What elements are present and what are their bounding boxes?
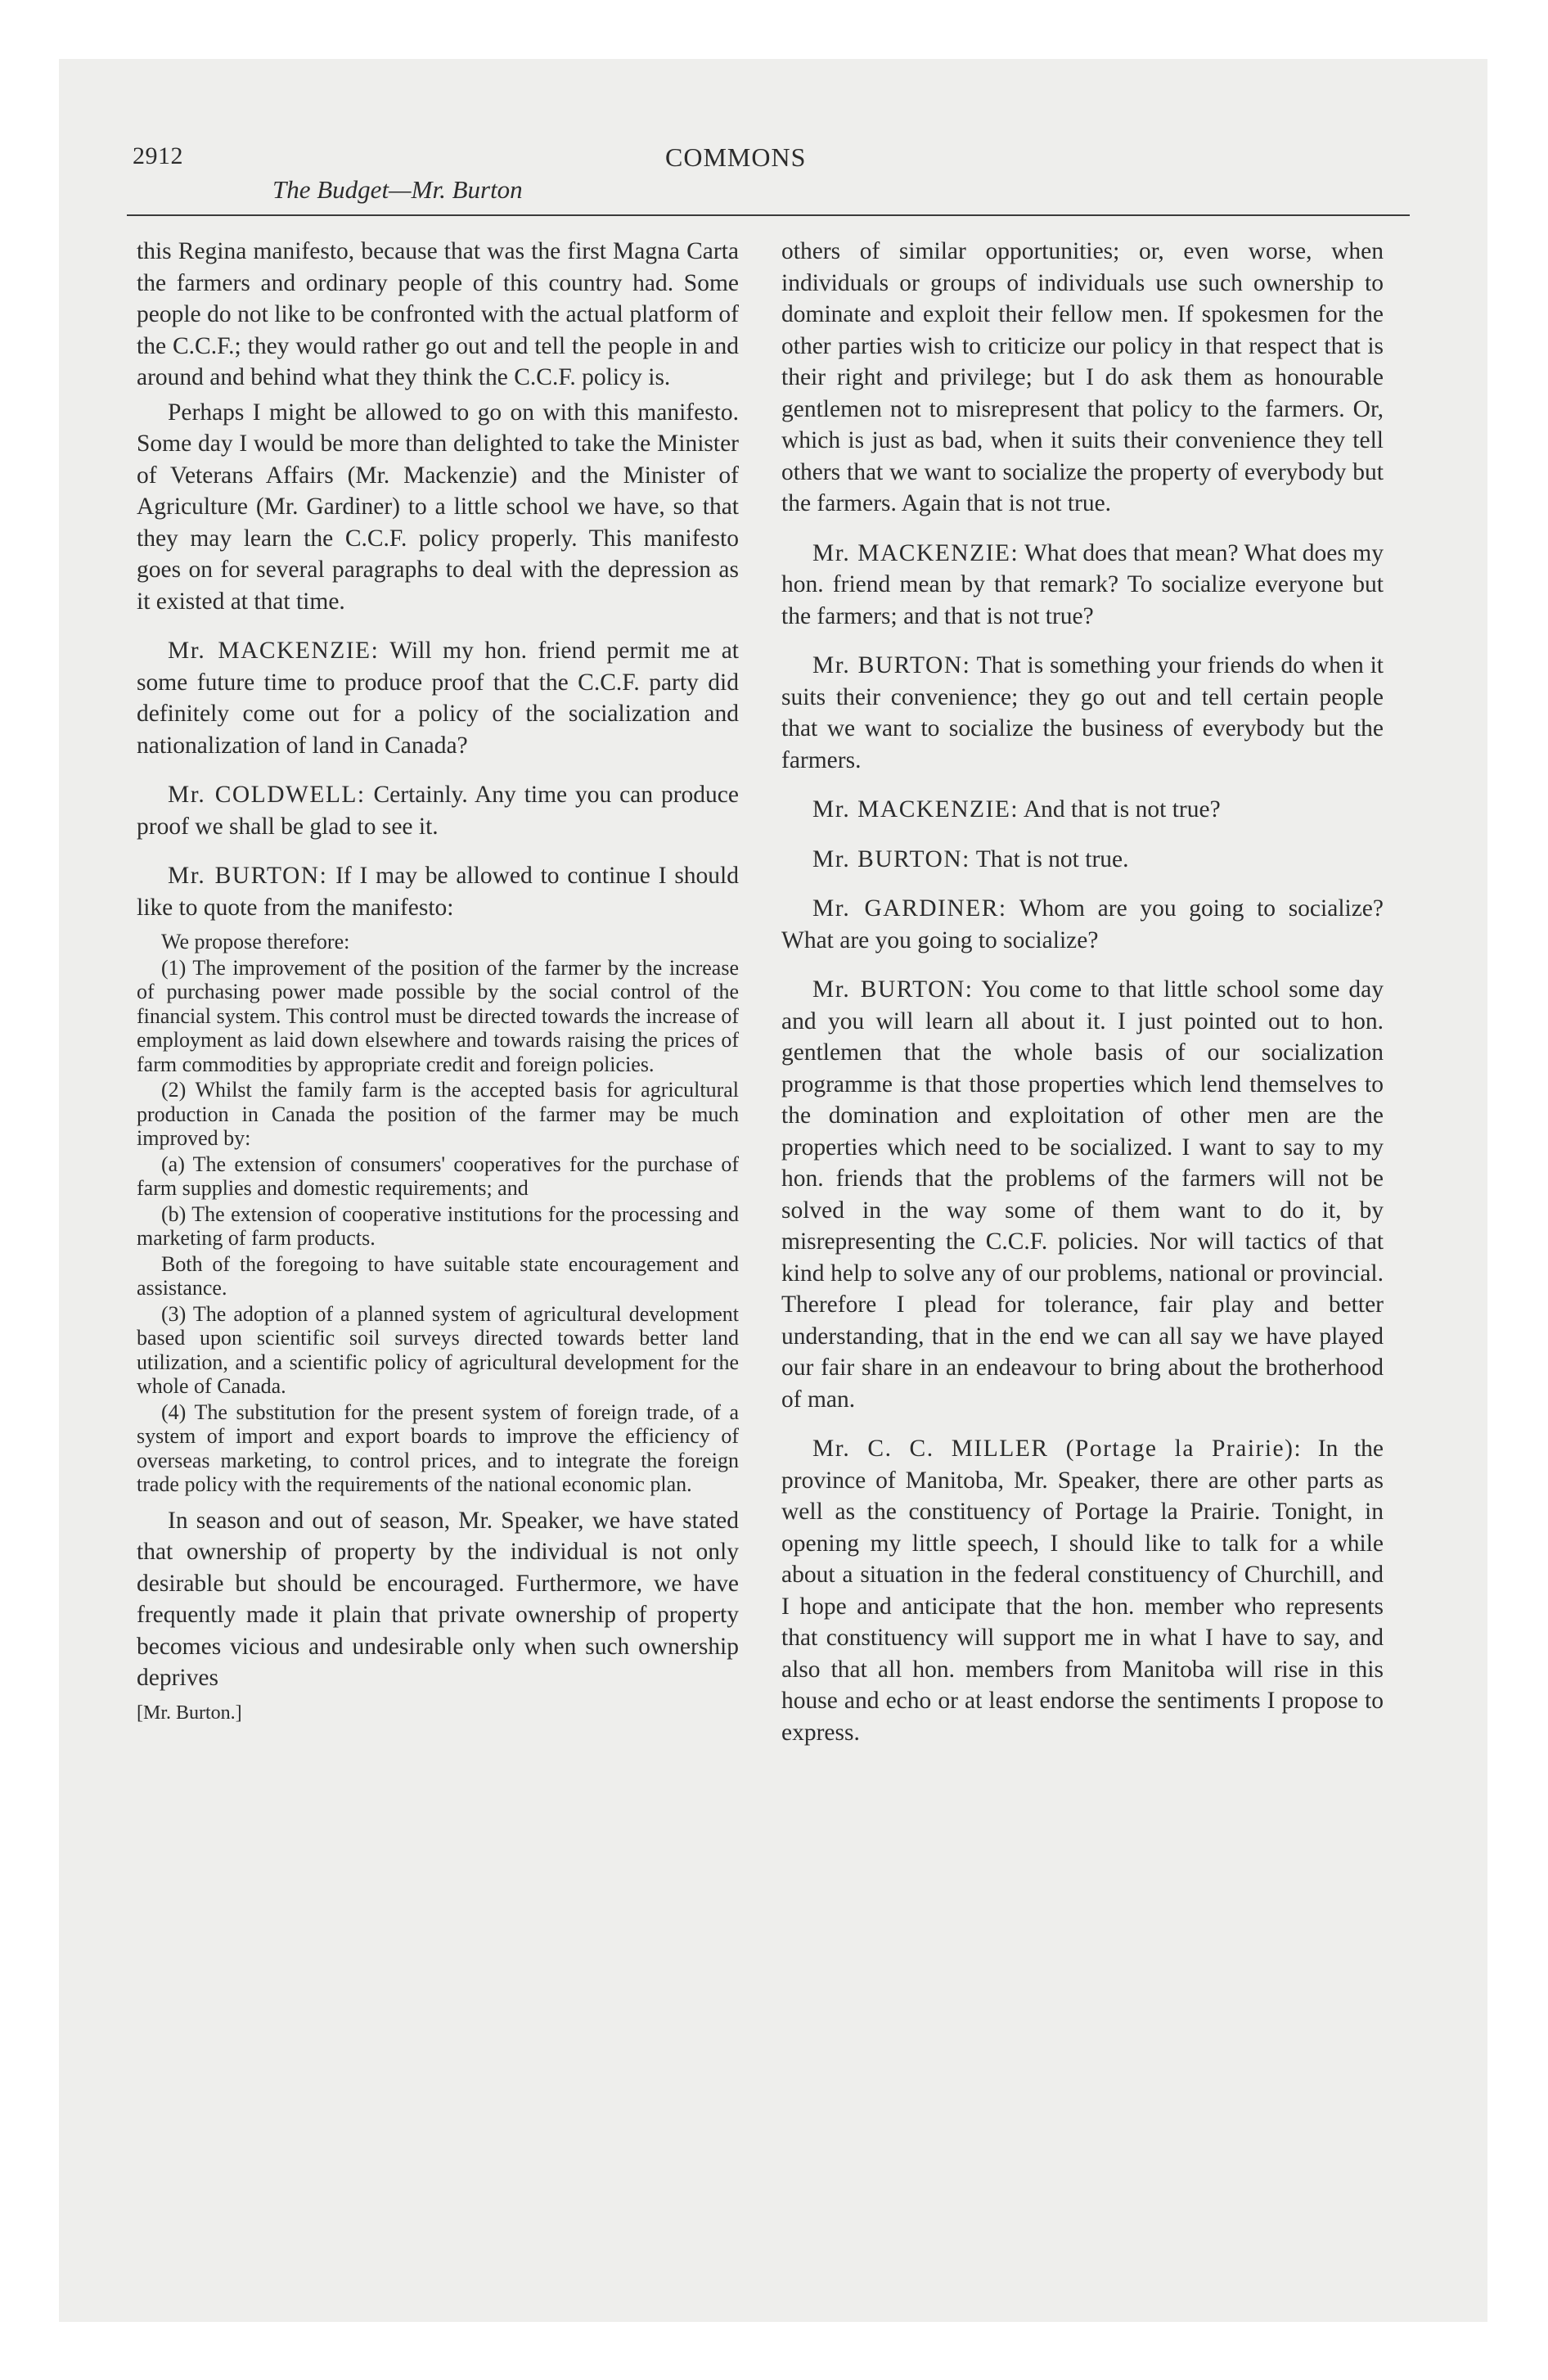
- speaker-name: Mr. GARDINER:: [812, 895, 1007, 922]
- quote-paragraph: Both of the foregoing to have suitable state encouragement and assistance.: [137, 1251, 739, 1300]
- speech-burton: [781, 844, 1384, 876]
- speaker-name: Mr. BURTON:: [168, 863, 328, 889]
- speech-burton: [781, 974, 1384, 1415]
- section-title: COMMONS: [665, 142, 807, 172]
- speech-burton: [137, 860, 739, 923]
- paragraph: Perhaps I might be allowed to go on with this manifesto. Some day I would be more than delighted to take the Minister of Veterans Affairs (Mr. Mackenzie) and the Minister of Agriculture (Mr. Gardiner) to a little school we have, so that they may learn the C.C.F. policy properly. This manifesto goes on for several paragraphs to deal with the depression as it existed at that time.: [137, 399, 739, 615]
- speech-mackenzie: [781, 538, 1384, 633]
- speech-text: If I may be allowed to continue I should like to quote from the manifesto:: [137, 863, 739, 921]
- speech-text: In the province of Manitoba, Mr. Speaker, there are other parts as well as the constituency of Portage la Prairie. Tonight, in opening my little speech, I should like to talk for a while about a situation in the federal constituency of Churchill, and I hope and anticipate that the hon. member who represents that constituency will support me in what I have to say, and also that all hon. members from Manitoba will rise in this house and echo or at least endorse the sentiments I propose to express.: [781, 1436, 1384, 1746]
- speech-text: And that is not true?: [1019, 796, 1221, 823]
- left-column: [137, 236, 739, 1732]
- speaker-name: Mr. MACKENZIE:: [812, 539, 1019, 566]
- quote-paragraph: (3) The adoption of a planned system of agricultural development based upon scientific soil surveys directed towards better land utilization, and a scientific policy of agricultural development for the whole of Canada.: [137, 1301, 739, 1398]
- running-title: The Budget—Mr. Burton: [272, 175, 523, 204]
- paragraph: In season and out of season, Mr. Speaker, we have stated that ownership of property by the individual is not only desirable but should be encouraged. Furthermore, we have frequently made it plain that private ownership of property becomes vicious and undesirable only when such ownership deprives: [137, 1507, 739, 1691]
- speech-text: You come to that little school some day and you will learn all about it. I just pointed out to hon. gentlemen that the whole basis of our socialization programme is that those properties which lend themselves to the domination and exploitation of other men are the properties which need to be socialized. I want to say to my hon. friends that the problems of the farmers will not be solved in the way some of them want to do it, by misrepresenting the C.C.F. policies. Nor will tactics of that kind help to solve any of our problems, national or provincial. Therefore I plead for tolerance, fair play and better understanding, that in the end we can all say we have played our fair share in an endeavour to bring about the brotherhood of man.: [781, 976, 1384, 1413]
- quote-paragraph: We propose therefore:: [161, 930, 350, 953]
- quote-paragraph: (a) The extension of consumers' cooperatives for the purchase of farm supplies and domestic requirements; and: [137, 1152, 739, 1200]
- speech-mackenzie: [781, 794, 1384, 826]
- speech-miller: [781, 1433, 1384, 1748]
- speech-coldwell: [137, 779, 739, 842]
- page-number: 2912: [133, 142, 183, 169]
- manifesto-quote: [137, 930, 739, 1497]
- speech-text: That is not true.: [970, 845, 1129, 872]
- speaker-name: Mr. BURTON:: [812, 652, 971, 678]
- speaker-name: Mr. C. C. MILLER (Portage la Prairie):: [812, 1436, 1303, 1462]
- speech-text: What does that mean? What does my hon. friend mean by that remark? To socialize everyone but the farmers; and that is not true?: [781, 539, 1384, 629]
- speech-text: That is something your friends do when it suits their convenience; they go out and tell certain people that we want to socialize the business of everybody but the farmers.: [781, 652, 1384, 773]
- quote-paragraph: (b) The extension of cooperative institutions for the processing and marketing of farm products.: [137, 1201, 739, 1250]
- speech-text: Whom are you going to socialize? What are you going to socialize?: [781, 895, 1384, 953]
- right-column: [781, 236, 1384, 1751]
- quote-paragraph: (4) The substitution for the present system of foreign trade, of a system of import and export boards to improve the efficiency of overseas marketing, to control prices, and to integrate the foreign trade policy with the requirements of the national economic plan.: [137, 1400, 739, 1496]
- text-columns: [127, 236, 1410, 2257]
- speech-gardiner: [781, 893, 1384, 956]
- speech-text: Will my hon. friend permit me at some future time to produce proof that the C.C.F. party did definitely come out for a policy of the socialization and nationalization of land in Canada?: [137, 638, 739, 759]
- speaker-name: Mr. BURTON:: [812, 976, 974, 1003]
- document-page: [127, 141, 1410, 2269]
- speaker-name: Mr. MACKENZIE:: [168, 638, 380, 664]
- quote-paragraph: (2) Whilst the family farm is the accepted basis for agricultural production in Canada the position of the farmer may be much improved by:: [137, 1078, 739, 1150]
- paragraph: others of similar opportunities; or, even worse, when individuals or groups of individuals use such ownership to dominate and exploit their fellow men. If spokesmen for the other parties wish to criticize our policy in that respect that is their right and privilege; but I do ask them as honourable gentlemen not to misrepresent that policy to the farmers. Or, which is just as bad, when it suits their convenience they tell others that we want to socialize the property of everybody but the farmers. Again that is not true.: [781, 238, 1384, 516]
- speaker-name: Mr. BURTON:: [812, 845, 970, 872]
- quote-paragraph: (1) The improvement of the position of the farmer by the increase of purchasing power made possible by the social control of the financial system. This control must be directed towards the increase of employment as laid down elsewhere and towards raising the prices of farm commodities by appropriate credit and foreign policies.: [137, 955, 739, 1076]
- speech-mackenzie: [137, 635, 739, 761]
- speaker-name: Mr. MACKENZIE:: [812, 796, 1019, 823]
- page-header: [127, 141, 1410, 216]
- paragraph: this Regina manifesto, because that was the first Magna Carta the farmers and ordinary people of this country had. Some people do not like to be confronted with the actual platform of the C.C.F.; they would rather go out and tell the people in and around and behind what they think the C.C.F. policy is.: [137, 238, 739, 390]
- speaker-attribution: [Mr. Burton.]: [137, 1702, 242, 1724]
- speech-text: Certainly. Any time you can produce proof we shall be glad to see it.: [137, 782, 739, 840]
- speaker-name: Mr. COLDWELL:: [168, 782, 366, 808]
- speech-burton: [781, 650, 1384, 776]
